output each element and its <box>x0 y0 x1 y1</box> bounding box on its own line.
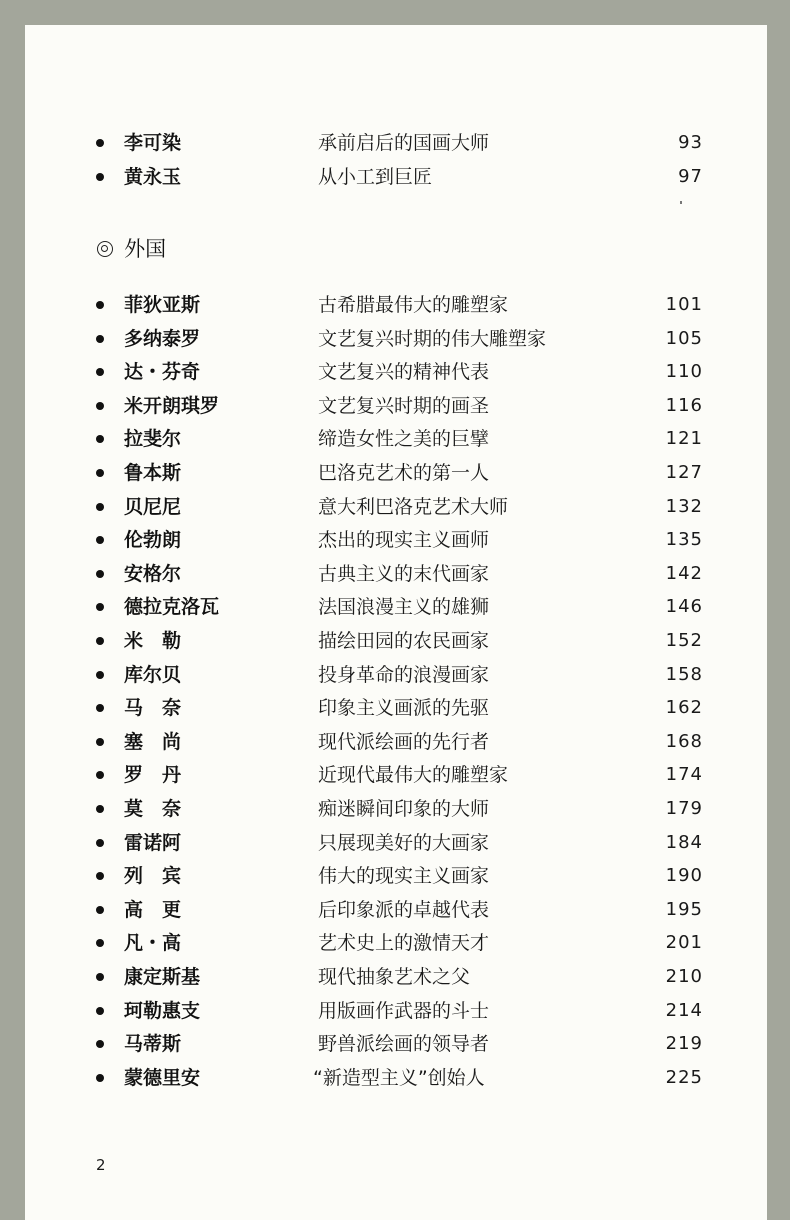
toc-entry <box>25 861 767 891</box>
artist-name: 米 勒 <box>124 630 182 652</box>
artist-name: 鲁本斯 <box>124 462 182 484</box>
toc-entry <box>25 357 767 387</box>
artist-name: 列 宾 <box>124 865 182 887</box>
toc-entry <box>25 928 767 958</box>
bullet-icon <box>96 139 104 147</box>
entry-description: 巴洛克艺术的第一人 <box>318 462 490 484</box>
toc-entry <box>25 794 767 824</box>
bullet-icon <box>96 1040 104 1048</box>
entry-page-number: 152 <box>665 630 703 651</box>
entry-description: 痴迷瞬间印象的大师 <box>318 798 490 820</box>
entry-description: “新造型主义”创始人 <box>313 1067 485 1089</box>
artist-name: 塞 尚 <box>124 731 182 753</box>
toc-entry <box>25 962 767 992</box>
entry-description: 后印象派的卓越代表 <box>318 899 490 921</box>
bullet-icon <box>96 570 104 578</box>
entry-description: 投身革命的浪漫画家 <box>318 664 490 686</box>
artist-name: 德拉克洛瓦 <box>124 596 220 618</box>
toc-entry <box>25 525 767 555</box>
entry-page-number: 97 <box>678 166 703 187</box>
entry-description: 艺术史上的激情天才 <box>318 932 490 954</box>
entry-page-number: 184 <box>665 832 703 853</box>
toc-entry <box>25 660 767 690</box>
entry-page-number: 174 <box>665 764 703 785</box>
entry-page-number: 105 <box>665 328 703 349</box>
bullet-icon <box>96 872 104 880</box>
entry-page-number: 190 <box>665 865 703 886</box>
bullet-icon <box>96 1074 104 1082</box>
bullet-icon <box>96 435 104 443</box>
bullet-icon <box>96 368 104 376</box>
toc-entry <box>25 996 767 1026</box>
bullet-icon <box>96 906 104 914</box>
artist-name: 米开朗琪罗 <box>124 395 220 417</box>
artist-name: 莫 奈 <box>124 798 182 820</box>
entry-page-number: 135 <box>665 529 703 550</box>
artist-name: 伦勃朗 <box>124 529 182 551</box>
entry-page-number: 93 <box>678 132 703 153</box>
artist-name: 雷诺阿 <box>124 832 182 854</box>
entry-description: 文艺复兴时期的画圣 <box>318 395 490 417</box>
entry-page-number: 210 <box>665 966 703 987</box>
artist-name: 安格尔 <box>124 563 182 585</box>
toc-entry <box>25 693 767 723</box>
entry-description: 伟大的现实主义画家 <box>318 865 490 887</box>
entry-description: 古希腊最伟大的雕塑家 <box>318 294 509 316</box>
toc-entry <box>25 1063 767 1093</box>
entry-page-number: 219 <box>665 1033 703 1054</box>
entry-description: 只展现美好的大画家 <box>318 832 490 854</box>
artist-name: 达・芬奇 <box>124 361 201 383</box>
entry-page-number: 168 <box>665 731 703 752</box>
bullet-icon <box>96 973 104 981</box>
entry-page-number: 162 <box>665 697 703 718</box>
artist-name: 罗 丹 <box>124 764 182 786</box>
bullet-icon <box>96 637 104 645</box>
entry-page-number: 214 <box>665 1000 703 1021</box>
toc-entry <box>25 1029 767 1059</box>
entry-description: 现代派绘画的先行者 <box>318 731 490 753</box>
toc-entry <box>25 391 767 421</box>
toc-entry <box>25 162 767 192</box>
entry-description: 法国浪漫主义的雄狮 <box>318 596 490 618</box>
double-circle-icon <box>97 241 113 257</box>
entry-description: 文艺复兴时期的伟大雕塑家 <box>318 328 547 350</box>
entry-page-number: 146 <box>665 596 703 617</box>
artist-name: 拉斐尔 <box>124 428 182 450</box>
entry-description: 意大利巴洛克艺术大师 <box>318 496 509 518</box>
entry-description: 描绘田园的农民画家 <box>318 630 490 652</box>
artist-name: 多纳泰罗 <box>124 328 201 350</box>
bullet-icon <box>96 805 104 813</box>
entry-description: 文艺复兴的精神代表 <box>318 361 490 383</box>
bullet-icon <box>96 939 104 947</box>
artist-name: 贝尼尼 <box>124 496 182 518</box>
bullet-icon <box>96 536 104 544</box>
artist-name: 凡・高 <box>124 932 182 954</box>
artist-name: 康定斯基 <box>124 966 201 988</box>
toc-entry <box>25 492 767 522</box>
bullet-icon <box>96 671 104 679</box>
entry-page-number: 116 <box>665 395 703 416</box>
book-page <box>25 25 767 1220</box>
artist-name: 黄永玉 <box>124 166 182 188</box>
toc-entry <box>25 128 767 158</box>
toc-entry <box>25 424 767 454</box>
bullet-icon <box>96 603 104 611</box>
entry-page-number: 101 <box>665 294 703 315</box>
entry-description: 现代抽象艺术之父 <box>318 966 471 988</box>
toc-entry <box>25 895 767 925</box>
entry-page-number: 225 <box>665 1067 703 1088</box>
entry-page-number: 158 <box>665 664 703 685</box>
toc-entry <box>25 828 767 858</box>
entry-page-number: 179 <box>665 798 703 819</box>
bullet-icon <box>96 839 104 847</box>
toc-entry <box>25 458 767 488</box>
toc-entry <box>25 290 767 320</box>
section-heading-foreign <box>97 235 166 265</box>
entry-description: 用版画作武器的斗士 <box>318 1000 490 1022</box>
artist-name: 蒙德里安 <box>124 1067 201 1089</box>
artist-name: 珂勒惠支 <box>124 1000 201 1022</box>
entry-description: 近现代最伟大的雕塑家 <box>318 764 509 786</box>
entry-description: 印象主义画派的先驱 <box>318 697 490 719</box>
print-speck <box>680 201 682 204</box>
entry-description: 古典主义的末代画家 <box>318 563 490 585</box>
entry-description: 缔造女性之美的巨擘 <box>318 428 490 450</box>
bullet-icon <box>96 301 104 309</box>
bullet-icon <box>96 335 104 343</box>
artist-name: 马蒂斯 <box>124 1033 182 1055</box>
artist-name: 高 更 <box>124 899 182 921</box>
section-title: 外国 <box>124 237 167 261</box>
artist-name: 马 奈 <box>124 697 182 719</box>
toc-entry <box>25 559 767 589</box>
bullet-icon <box>96 771 104 779</box>
artist-name: 李可染 <box>124 132 182 154</box>
toc-entry <box>25 727 767 757</box>
artist-name: 库尔贝 <box>124 664 182 686</box>
entry-description: 承前启后的国画大师 <box>318 132 490 154</box>
entry-page-number: 132 <box>665 496 703 517</box>
toc-entry <box>25 626 767 656</box>
toc-entry <box>25 760 767 790</box>
bullet-icon <box>96 402 104 410</box>
entry-description: 从小工到巨匠 <box>318 166 433 188</box>
entry-description: 杰出的现实主义画师 <box>318 529 490 551</box>
entry-page-number: 110 <box>665 361 703 382</box>
entry-page-number: 121 <box>665 428 703 449</box>
bullet-icon <box>96 704 104 712</box>
entry-page-number: 195 <box>665 899 703 920</box>
artist-name: 菲狄亚斯 <box>124 294 201 316</box>
toc-entry <box>25 324 767 354</box>
entry-page-number: 142 <box>665 563 703 584</box>
bullet-icon <box>96 469 104 477</box>
entry-page-number: 127 <box>665 462 703 483</box>
footer-page-number: 2 <box>96 1156 106 1174</box>
toc-entry <box>25 592 767 622</box>
bullet-icon <box>96 738 104 746</box>
bullet-icon <box>96 173 104 181</box>
entry-page-number: 201 <box>665 932 703 953</box>
bullet-icon <box>96 503 104 511</box>
entry-description: 野兽派绘画的领导者 <box>318 1033 490 1055</box>
bullet-icon <box>96 1007 104 1015</box>
